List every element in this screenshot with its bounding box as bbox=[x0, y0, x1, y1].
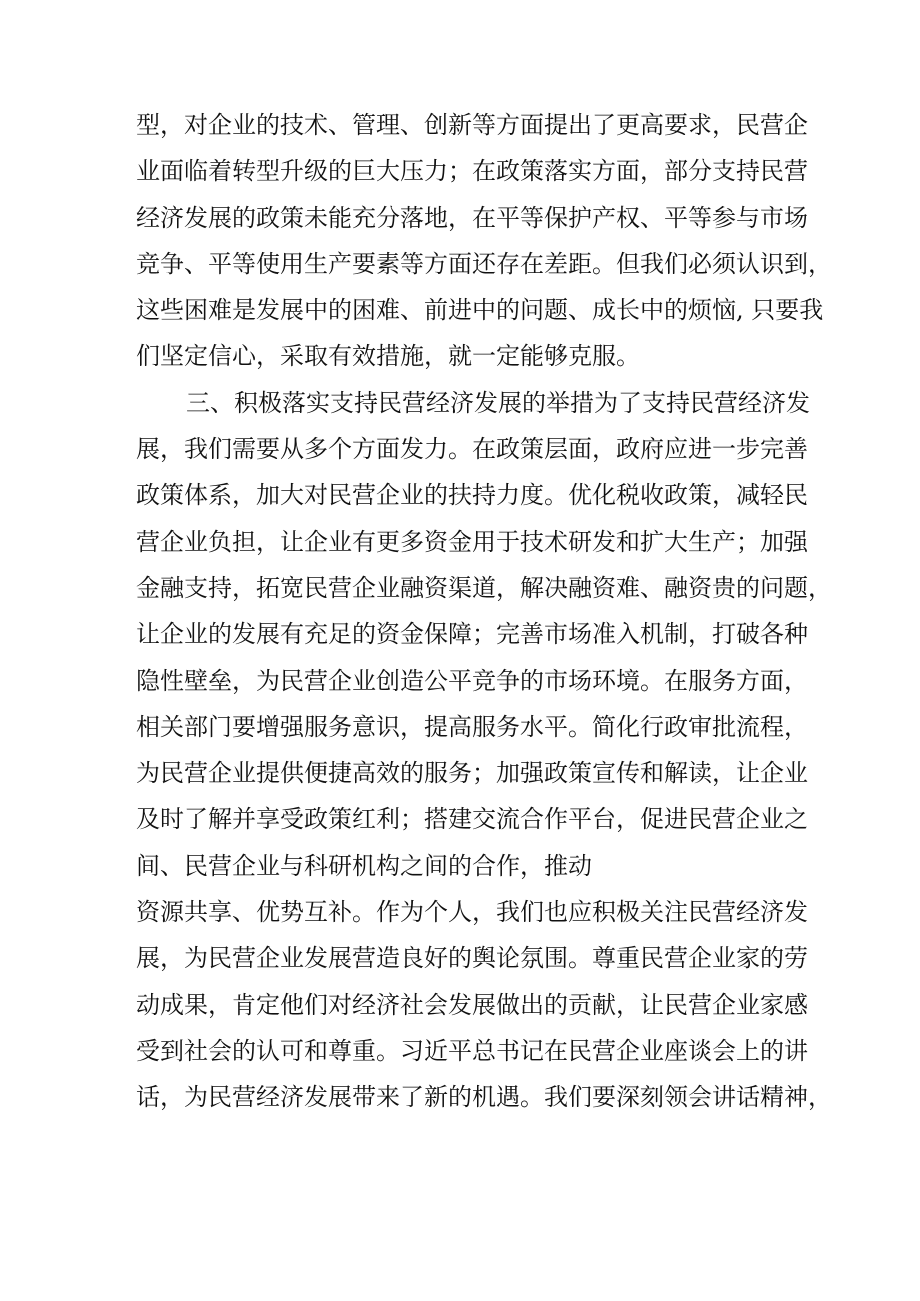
text-line: 展，为民营企业发展营造良好的舆论氛围。尊重民营企业家的劳 bbox=[136, 944, 808, 973]
text-line: 受到社会的认可和尊重。习近平总书记在民营企业座谈会上的讲 bbox=[136, 1036, 808, 1065]
text-line: 展，我们需要从多个方面发力。在政策层面，政府应进一步完善 bbox=[136, 435, 808, 464]
text-line: 相关部门要增强服务意识，提高服务水平。简化行政审批流程， bbox=[136, 712, 808, 741]
text-line: 们坚定信心，采取有效措施，就一定能够克服。 bbox=[136, 342, 640, 371]
text-line: 资源共享、优势互补。作为个人，我们也应积极关注民营经济发 bbox=[136, 898, 808, 927]
text-line: 让企业的发展有充足的资金保障；完善市场准入机制，打破各种 bbox=[136, 620, 808, 649]
text-line: 动成果，肯定他们对经济社会发展做出的贡献，让民营企业家感 bbox=[136, 990, 808, 1019]
text-line: 为民营企业提供便捷高效的服务；加强政策宣传和解读，让企业 bbox=[136, 759, 808, 788]
text-line: 这些困难是发展中的困难、前进中的问题、成长中的烦恼, 只要我 bbox=[136, 296, 824, 325]
text-line: 营企业负担，让企业有更多资金用于技术研发和扩大生产；加强 bbox=[136, 527, 808, 556]
text-line: 政策体系，加大对民营企业的扶持力度。优化税收政策，减轻民 bbox=[136, 481, 808, 510]
text-line: 及时了解并享受政策红利；搭建交流合作平台，促进民营企业之 bbox=[136, 805, 808, 834]
text-line: 业面临着转型升级的巨大压力；在政策落实方面，部分支持民营 bbox=[136, 157, 808, 186]
text-line: 间、民营企业与科研机构之间的合作，推动 bbox=[136, 851, 592, 880]
document-body bbox=[136, 102, 832, 1121]
section-heading-line: 三、积极落实支持民营经济发展的举措为了支持民营经济发 bbox=[186, 388, 810, 417]
text-line: 话，为民营经济发展带来了新的机遇。我们要深刻领会讲话精神， bbox=[136, 1083, 832, 1112]
text-line: 型，对企业的技术、管理、创新等方面提出了更高要求，民营企 bbox=[136, 111, 808, 139]
text-line: 竞争、平等使用生产要素等方面还存在差距。但我们必须认识到， bbox=[136, 249, 832, 278]
text-line: 经济发展的政策未能充分落地，在平等保护产权、平等参与市场 bbox=[136, 203, 808, 232]
text-line: 金融支持，拓宽民营企业融资渠道，解决融资难、融资贵的问题， bbox=[136, 573, 832, 602]
text-line: 隐性壁垒，为民营企业创造公平竞争的市场环境。在服务方面， bbox=[136, 666, 808, 695]
